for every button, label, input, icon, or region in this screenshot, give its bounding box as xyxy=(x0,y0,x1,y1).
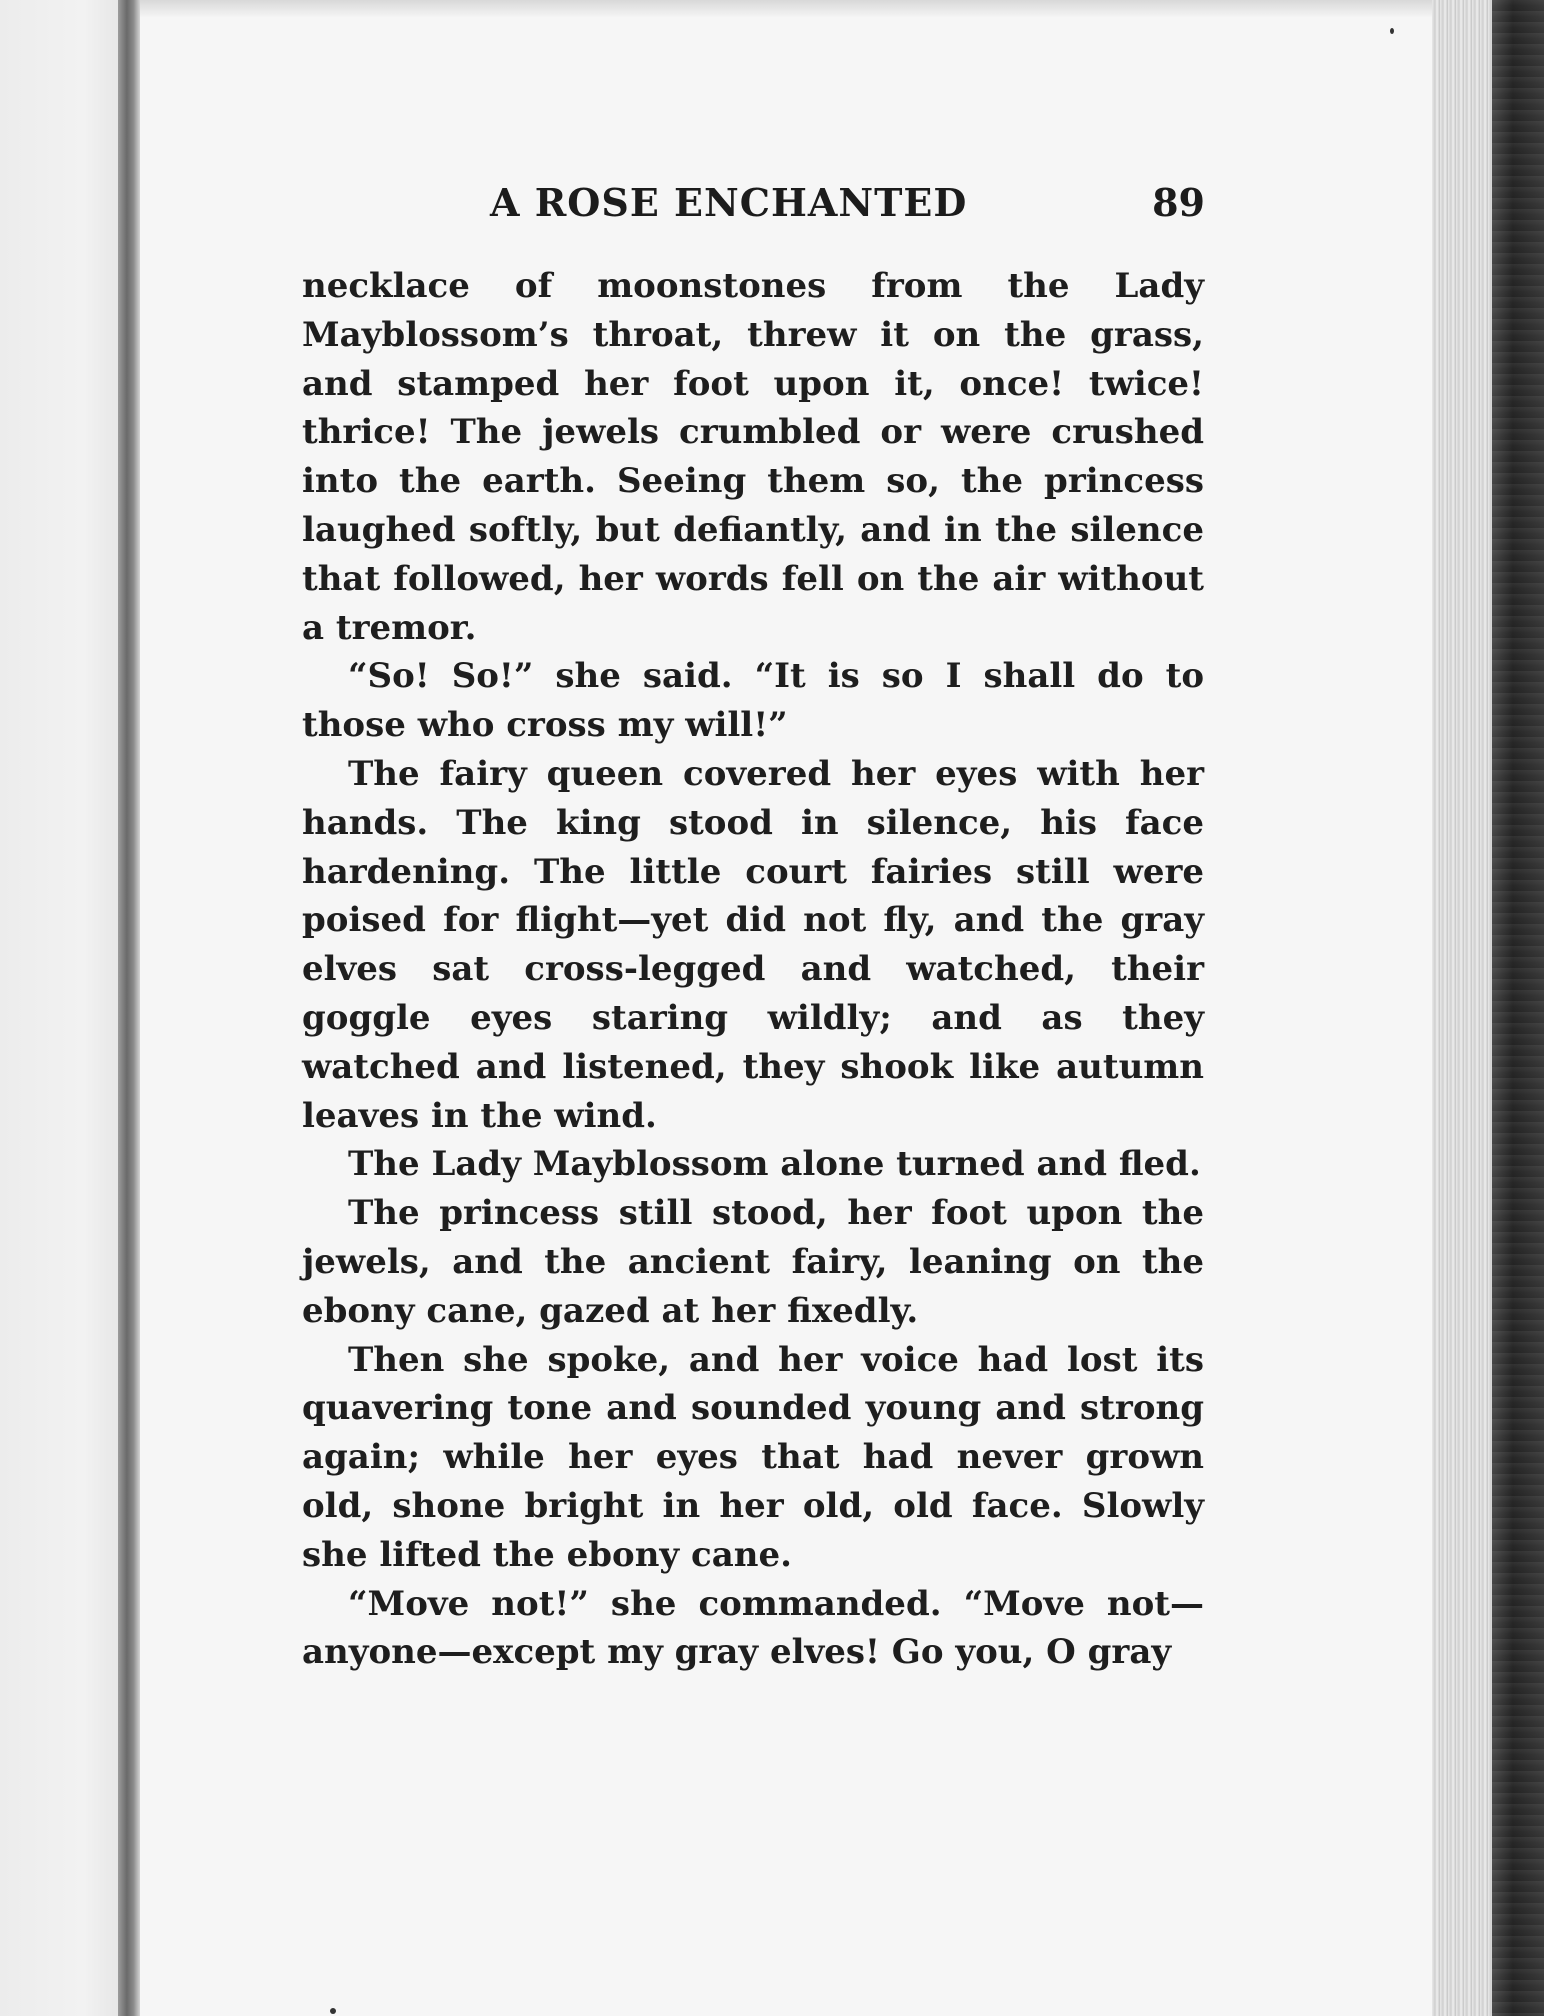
dust-speck xyxy=(1390,28,1394,34)
paragraph: The Lady Mayblossom alone turned and fled. xyxy=(348,1144,1201,1185)
cover-texture xyxy=(1492,0,1544,2016)
paragraph: “So! So!” she said. “It is so I shall do to those who cross my will!” xyxy=(302,656,1204,746)
paragraph: “Move not!” she commanded. “Move not—anyone—except my gray elves! Go you, O gray xyxy=(302,1583,1204,1673)
dust-speck xyxy=(330,2008,336,2014)
paragraph: Then she spoke, and her voice had lost its quavering tone and sounded young and strong again; while her eyes that had never grown old, shone bright in her old, old face. Slowly she lifted the ebony cane. xyxy=(302,1339,1204,1575)
body-text xyxy=(302,262,1204,1677)
running-head-title: A ROSE ENCHANTED xyxy=(490,180,968,225)
paragraph: The princess still stood, her foot upon the jewels, and the ancient fairy, leaning on the ebony cane, gazed at her fixedly. xyxy=(302,1193,1204,1331)
page-stack-edge xyxy=(1432,0,1492,2016)
paragraph: necklace of moonstones from the Lady Mayblossom’s throat, threw it on the grass, and stamped her foot upon it, once! twice! thrice! The jewels crumbled or were crushed into the earth. Seeing them so, the princess laughed softly, but defiantly, and in the silence that followed, her words fell on the air without a tremor. xyxy=(302,266,1204,648)
book-gutter xyxy=(118,0,140,2016)
paragraph: The fairy queen covered her eyes with her hands. The king stood in silence, his face hardening. The little court fairies still were poised for flight—yet did not fly, and the gray elves sat cross-legged and watched, their goggle eyes staring wildly; and as they watched and listened, they shook like autumn leaves in the wind. xyxy=(302,753,1204,1136)
page-top-shadow xyxy=(140,0,1432,18)
page-number: 89 xyxy=(1152,180,1205,225)
facing-page-edge xyxy=(0,0,120,2016)
